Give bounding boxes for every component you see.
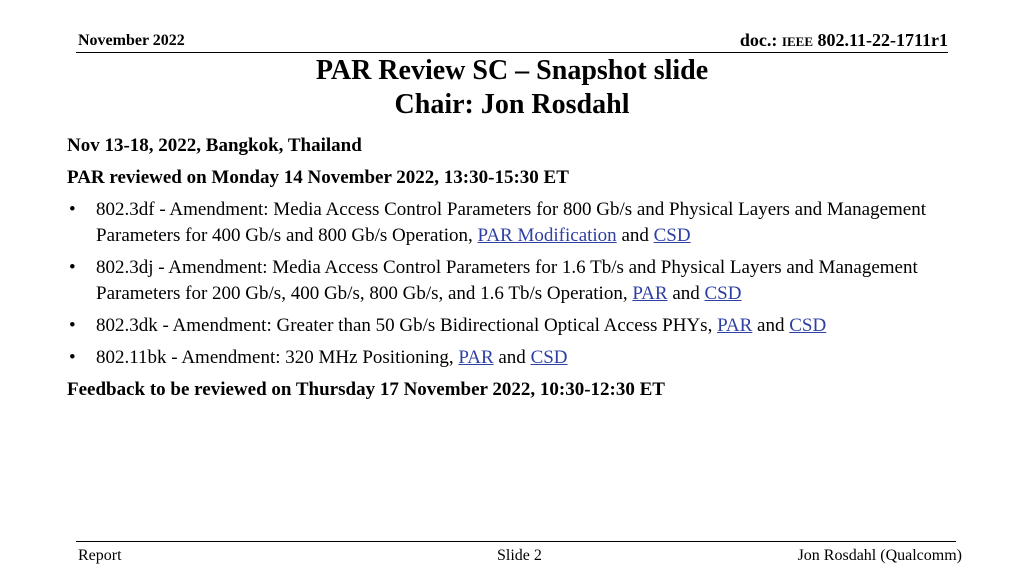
doc-org: IEEE bbox=[781, 34, 813, 49]
list-item bbox=[67, 345, 967, 371]
slide-title: PAR Review SC – Snapshot slide bbox=[315, 55, 709, 86]
slide-subtitle: Chair: Jon Rosdahl bbox=[394, 89, 630, 120]
review-info: PAR reviewed on Monday 14 November 2022, 13:30-15:30 ET bbox=[67, 167, 569, 188]
doc-prefix: doc.: bbox=[739, 30, 782, 50]
item-sep: and bbox=[752, 315, 790, 336]
item-text: 802.3dj - Amendment: Media Access Control Parameters for 1.6 Tb/s and Physical Layers and Management Parameters for 200 Gb/s, 400 Gb/s, 800 Gb/s, and 1.6 Tb/s Operation, bbox=[96, 257, 918, 304]
list-item bbox=[67, 255, 967, 307]
feedback-info: Feedback to be reviewed on Thursday 17 November 2022, 10:30-12:30 ET bbox=[67, 379, 665, 400]
header-date: November 2022 bbox=[78, 32, 185, 49]
item-sep: and bbox=[616, 225, 654, 246]
header-divider bbox=[76, 52, 948, 53]
csd-link[interactable]: CSD bbox=[789, 315, 827, 336]
item-text: 802.3df - Amendment: Media Access Control Parameters for 800 Gb/s and Physical Layers and Management Parameters for 400 Gb/s and 800 Gb/s Operation, bbox=[96, 199, 926, 246]
item-sep: and bbox=[667, 283, 705, 304]
par-list bbox=[67, 197, 967, 371]
item-text: 802.11bk - Amendment: 320 MHz Positioning, bbox=[96, 347, 459, 368]
par-link[interactable]: PAR bbox=[632, 283, 668, 304]
bullet-marker: • bbox=[69, 315, 76, 336]
header-doc-id bbox=[740, 30, 948, 51]
csd-link[interactable]: CSD bbox=[704, 283, 742, 304]
par-link[interactable]: PAR bbox=[717, 315, 753, 336]
par-modification-link[interactable]: PAR Modification bbox=[477, 225, 617, 246]
par-link[interactable]: PAR bbox=[458, 347, 494, 368]
csd-link[interactable]: CSD bbox=[530, 347, 568, 368]
list-item bbox=[67, 197, 967, 249]
footer-report: Report bbox=[78, 547, 122, 564]
footer-divider bbox=[76, 541, 956, 542]
bullet-marker: • bbox=[69, 347, 76, 368]
item-sep: and bbox=[493, 347, 531, 368]
footer-slide-number: Slide 2 bbox=[497, 547, 542, 564]
doc-number: 802.11-22-1711r1 bbox=[813, 30, 948, 50]
meeting-info: Nov 13-18, 2022, Bangkok, Thailand bbox=[67, 135, 362, 156]
csd-link[interactable]: CSD bbox=[653, 225, 691, 246]
bullet-marker: • bbox=[69, 199, 76, 220]
slide-content bbox=[67, 133, 967, 409]
item-text: 802.3dk - Amendment: Greater than 50 Gb/s Bidirectional Optical Access PHYs, bbox=[96, 315, 718, 336]
footer-author: Jon Rosdahl (Qualcomm) bbox=[797, 547, 962, 564]
list-item bbox=[67, 313, 967, 339]
bullet-marker: • bbox=[69, 257, 76, 278]
